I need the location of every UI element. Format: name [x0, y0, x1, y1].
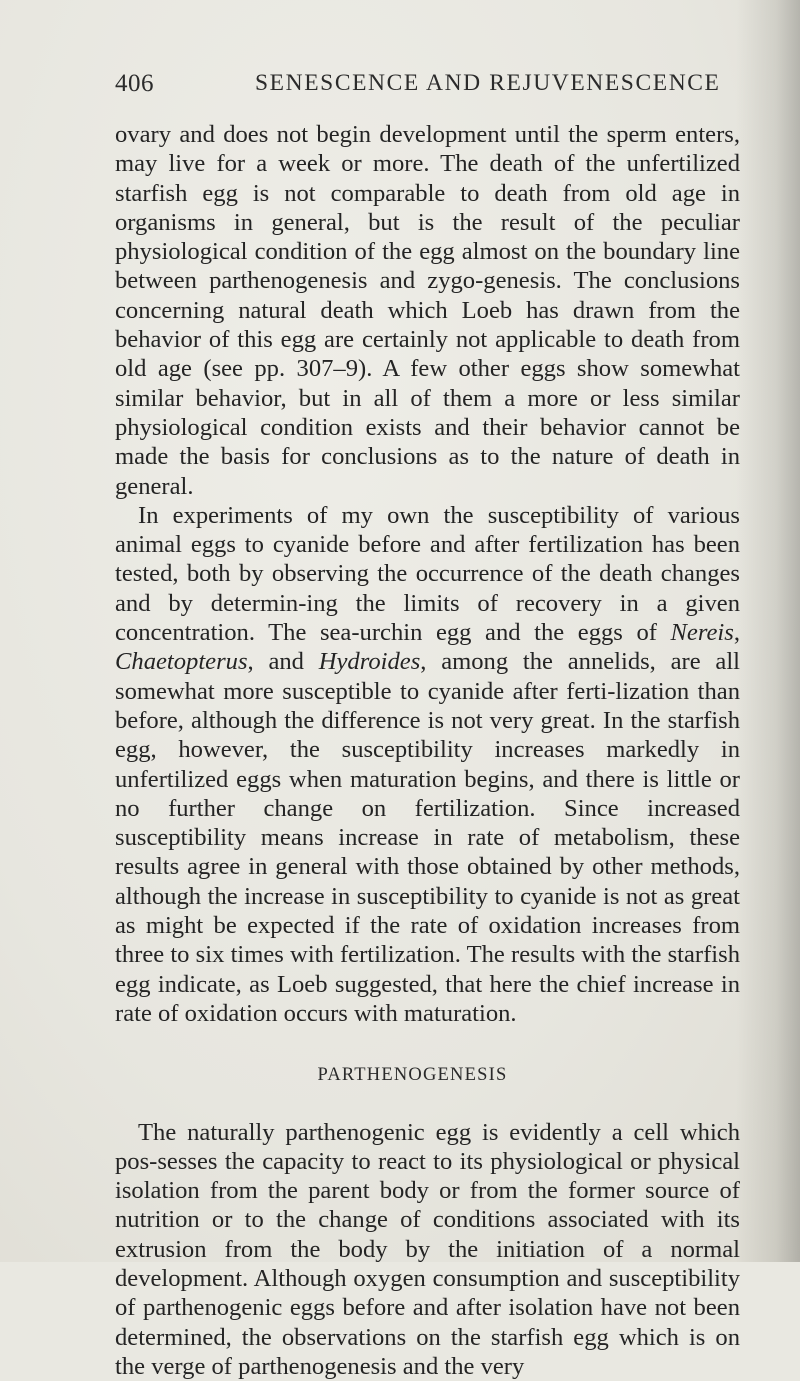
species-name-chaetopterus: Chaetopterus [115, 648, 248, 675]
body-text [115, 120, 740, 1381]
paragraph-text: In experiments of my own the susceptibility of various animal eggs to cyanide before and after fertilization has been tested, both by observing the occurrence of the death changes and by determin-ing the limits of recovery in a given concentration. The sea-urchin egg and the eggs of [115, 502, 740, 646]
running-head [115, 70, 740, 110]
paragraph-cyanide-experiments [115, 501, 740, 1028]
paragraph-text: , [734, 619, 740, 646]
species-name-hydroides: Hydroides [319, 648, 421, 675]
page-number: 406 [115, 70, 154, 98]
paragraph-text: , and [248, 648, 319, 675]
paragraph-continuation: ovary and does not begin development until the sperm enters, may live for a week or more. The death of the unfertilized starfish egg is not comparable to death from old age in organisms in general, but is the result of the peculiar physiological condition of the egg almost on the boundary line between parthenogenesis and zygo-genesis. The conclusions concerning natural death which Loeb has drawn from the behavior of this egg are certainly not applicable to death from old age (see pp. 307–9). A few other eggs show somewhat similar behavior, but in all of them a more or less similar physiological condition exists and their behavior cannot be made the basis for conclusions as to the nature of death in general. [115, 120, 740, 501]
running-title: SENESCENCE AND REJUVENESCENCE [255, 70, 721, 97]
paragraph-text: , among the annelids, are all somewhat more susceptible to cyanide after ferti-lization than before, although the difference is not very great. In the starfish egg, however, the susceptibility increases markedly in unfertilized eggs when maturation begins, and there is little or no further change on fertilization. Since increased susceptibility means increase in rate of metabolism, these results agree in general with those obtained by other methods, although the increase in susceptibility to cyanide is not as great as might be expected if the rate of oxidation increases from three to six times with fertilization. The results with the starfish egg indicate, as Loeb suggested, that here the chief increase in rate of oxidation occurs with maturation. [115, 648, 740, 1027]
section-heading: PARTHENOGENESIS [115, 1061, 740, 1090]
species-name-nereis: Nereis [671, 619, 734, 646]
paragraph-parthenogenesis: The naturally parthenogenic egg is evidently a cell which pos-sesses the capacity to react to its physiological or physical isolation from the parent body or from the former source of nutrition or to the change of conditions associated with its extrusion from the body by the initiation of a normal development. Although oxygen consumption and susceptibility of parthenogenic eggs before and after isolation have not been determined, the observations on the starfish egg which is on the verge of parthenogenesis and the very [115, 1118, 740, 1381]
